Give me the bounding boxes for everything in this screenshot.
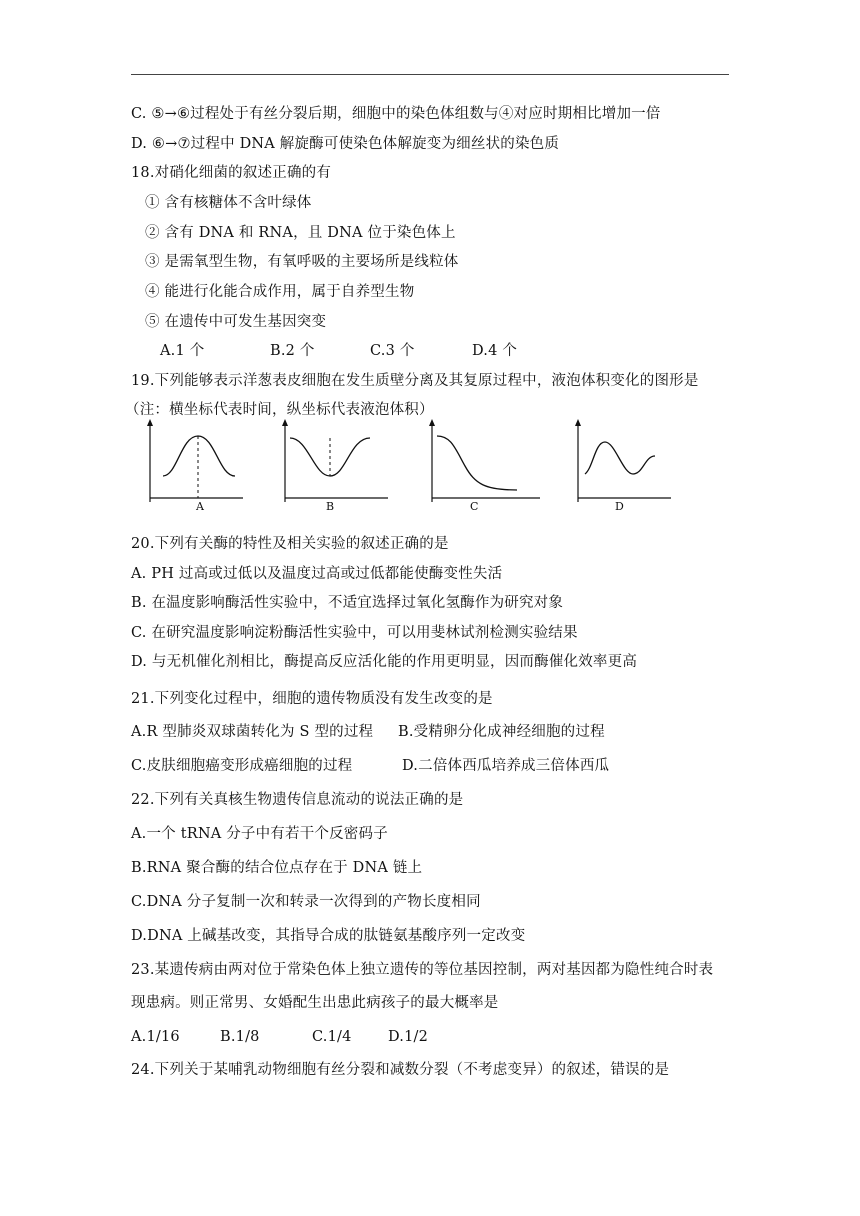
- graph-a-label: A: [196, 500, 204, 513]
- q20-option-d: D. 与无机催化剂相比，酶提高反应活化能的作用更明显，因而酶催化效率更高: [131, 654, 638, 670]
- q21-option-d: D.二倍体西瓜培养成三倍体西瓜: [402, 758, 610, 774]
- q18-option-c: C.3 个: [370, 343, 415, 359]
- q22-option-a: A.一个 tRNA 分子中有若干个反密码子: [131, 826, 388, 842]
- q19-note: （注：横坐标代表时间，纵坐标代表液泡体积）: [125, 402, 434, 418]
- graph-a: [143, 418, 278, 518]
- q22-option-c: C.DNA 分子复制一次和转录一次得到的产物长度相同: [131, 894, 481, 910]
- question-21: 21.下列变化过程中，细胞的遗传物质没有发生改变的是: [131, 691, 493, 707]
- q21-option-c: C.皮肤细胞癌变形成癌细胞的过程: [131, 758, 353, 774]
- q21-option-a: A.R 型肺炎双球菌转化为 S 型的过程: [131, 724, 374, 740]
- q21-option-b: B.受精卵分化成神经细胞的过程: [398, 724, 605, 740]
- question-20: 20.下列有关酶的特性及相关实验的叙述正确的是: [131, 536, 449, 552]
- question-19: 19.下列能够表示洋葱表皮细胞在发生质壁分离及其复原过程中，液泡体积变化的图形是: [131, 373, 699, 389]
- question-23-cont: 现患病。则正常男、女婚配生出患此病孩子的最大概率是: [131, 995, 499, 1011]
- q23-option-b: B.1/8: [220, 1029, 260, 1045]
- q22-option-d: D.DNA 上碱基改变，其指导合成的肽链氨基酸序列一定改变: [131, 928, 526, 944]
- graph-b: [278, 418, 413, 518]
- q19-graphs: [135, 418, 675, 518]
- question-24: 24.下列关于某哺乳动物细胞有丝分裂和减数分裂（不考虑变异）的叙述，错误的是: [131, 1062, 670, 1078]
- graph-d-label: D: [615, 500, 624, 513]
- q18-item-3: ③ 是需氧型生物，有氧呼吸的主要场所是线粒体: [145, 254, 459, 270]
- q23-option-d: D.1/2: [388, 1029, 429, 1045]
- question-18: 18.对硝化细菌的叙述正确的有: [131, 165, 332, 181]
- q18-option-b: B.2 个: [270, 343, 315, 359]
- q23-option-a: A.1/16: [131, 1029, 180, 1045]
- graph-b-label: B: [326, 500, 335, 513]
- option-d-17: D. ⑥→⑦过程中 DNA 解旋酶可使染色体解旋变为细丝状的染色质: [131, 136, 560, 152]
- q18-option-a: A.1 个: [160, 343, 205, 359]
- question-23: 23.某遗传病由两对位于常染色体上独立遗传的等位基因控制，两对基因都为隐性纯合时表: [131, 962, 714, 978]
- q18-item-2: ② 含有 DNA 和 RNA，且 DNA 位于染色体上: [145, 225, 456, 241]
- q20-option-b: B. 在温度影响酶活性实验中，不适宜选择过氧化氢酶作为研究对象: [131, 595, 564, 611]
- q23-option-c: C.1/4: [312, 1029, 352, 1045]
- q20-option-c: C. 在研究温度影响淀粉酶活性实验中，可以用斐林试剂检测实验结果: [131, 625, 578, 641]
- graph-c-label: C: [470, 500, 479, 513]
- header-rule: [131, 74, 729, 75]
- graph-c: [425, 418, 560, 518]
- graph-d: [571, 418, 706, 518]
- q22-option-b: B.RNA 聚合酶的结合位点存在于 DNA 链上: [131, 860, 423, 876]
- q18-option-d: D.4 个: [472, 343, 518, 359]
- question-22: 22.下列有关真核生物遗传信息流动的说法正确的是: [131, 792, 464, 808]
- option-c-17: C. ⑤→⑥过程处于有丝分裂后期，细胞中的染色体组数与④对应时期相比增加一倍: [131, 106, 661, 122]
- q18-item-1: ① 含有核糖体不含叶绿体: [145, 195, 312, 211]
- q18-item-4: ④ 能进行化能合成作用，属于自养型生物: [145, 284, 415, 300]
- q20-option-a: A. PH 过高或过低以及温度过高或过低都能使酶变性失活: [131, 566, 503, 582]
- q18-item-5: ⑤ 在遗传中可发生基因突变: [145, 314, 327, 330]
